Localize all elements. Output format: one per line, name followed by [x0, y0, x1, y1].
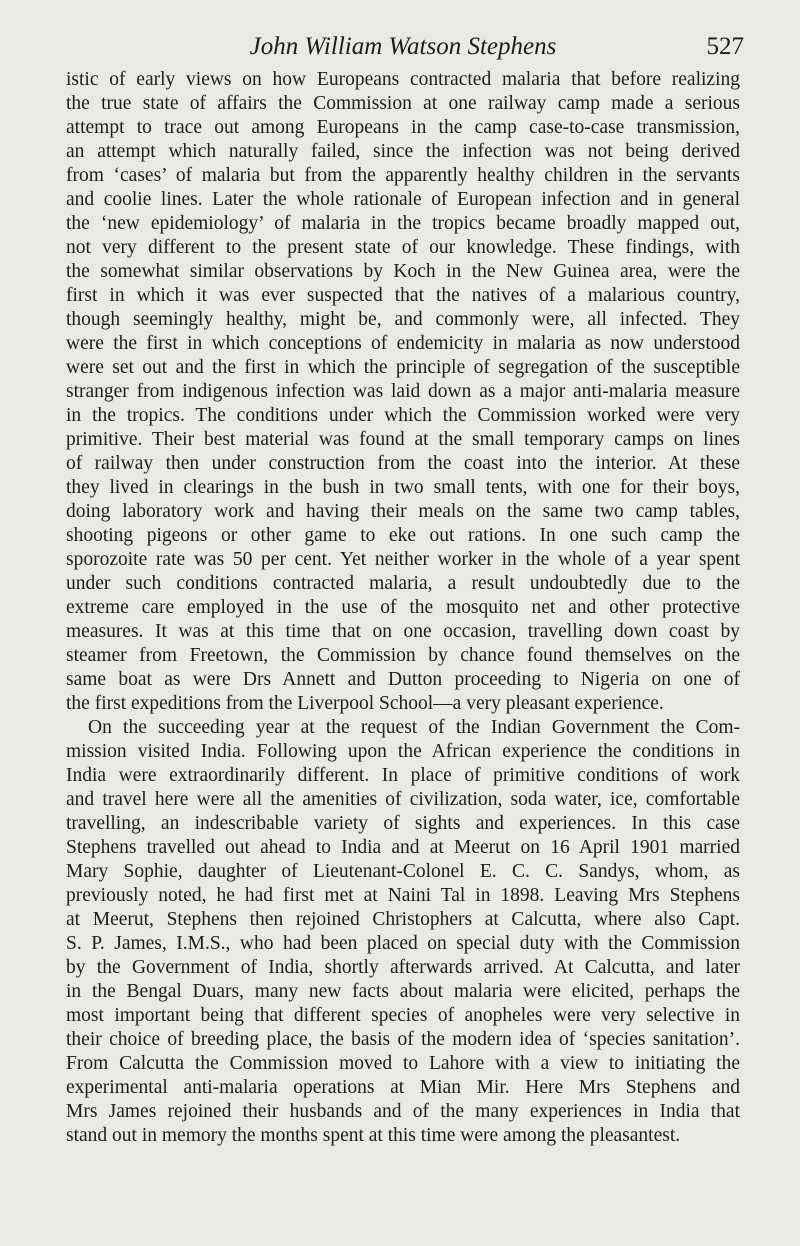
- text-line: sporozoite rate was 50 per cent. Yet neither worker in the whole of a year spent: [66, 549, 740, 570]
- text-line: in the Bengal Duars, many new facts about malaria were elicited, perhaps the: [66, 981, 740, 1002]
- body-text: [66, 68, 740, 1148]
- text-line: shooting pigeons or other game to eke out rations. In one such camp the: [66, 525, 740, 546]
- running-title: John William Watson Stephens: [249, 33, 557, 60]
- text-line: doing laboratory work and having their meals on the same two camp tables,: [66, 501, 740, 522]
- text-line: travelling, an indescribable variety of sights and experiences. In this case: [66, 813, 740, 834]
- text-line: istic of early views on how Europeans contracted malaria that before realizing: [66, 69, 740, 90]
- running-head: [66, 30, 744, 64]
- book-page: [66, 30, 744, 1148]
- text-line: the first expeditions from the Liverpool School—a very pleasant experience.: [66, 693, 664, 714]
- text-line: S. P. James, I.M.S., who had been placed on special duty with the Commission: [66, 933, 740, 954]
- text-line: the true state of affairs the Commission at one railway camp made a serious: [66, 93, 740, 114]
- text-line: From Calcutta the Commission moved to Lahore with a view to initiating the: [66, 1053, 740, 1074]
- page-number: 527: [706, 33, 744, 60]
- text-line: Mrs James rejoined their husbands and of the many experiences in India that: [66, 1101, 740, 1122]
- text-line: primitive. Their best material was found at the small temporary camps on lines: [66, 429, 740, 450]
- text-line: the somewhat similar observations by Koch in the New Guinea area, were the: [66, 261, 740, 282]
- text-line: the ‘new epidemiology’ of malaria in the tropics became broadly mapped out,: [66, 213, 740, 234]
- text-line: experimental anti-malaria operations at Mian Mir. Here Mrs Stephens and: [66, 1077, 740, 1098]
- text-line: were the first in which conceptions of endemicity in malaria as now understood: [66, 333, 740, 354]
- text-line: stand out in memory the months spent at this time were among the pleasantest.: [66, 1125, 681, 1146]
- text-line: under such conditions contracted malaria, a result undoubtedly due to the: [66, 573, 740, 594]
- text-line: though seemingly healthy, might be, and commonly were, all infected. They: [66, 309, 740, 330]
- text-line: attempt to trace out among Europeans in the camp case-to-case transmission,: [66, 117, 740, 138]
- text-line: mission visited India. Following upon the African experience the conditions in: [66, 741, 740, 762]
- text-line: Mary Sophie, daughter of Lieutenant-Colonel E. C. C. Sandys, whom, as: [66, 861, 740, 882]
- text-line: first in which it was ever suspected that the natives of a malarious country,: [66, 285, 740, 306]
- text-line: and coolie lines. Later the whole rationale of European infection and in general: [66, 189, 740, 210]
- text-line: at Meerut, Stephens then rejoined Christophers at Calcutta, where also Capt.: [66, 909, 740, 930]
- text-line: and travel here were all the amenities of civilization, soda water, ice, comfortable: [66, 789, 740, 810]
- text-line: they lived in clearings in the bush in two small tents, with one for their boys,: [66, 477, 740, 498]
- text-line: India were extraordinarily different. In place of primitive conditions of work: [66, 765, 740, 786]
- text-line: most important being that different species of anopheles were very selective in: [66, 1005, 740, 1026]
- text-line: steamer from Freetown, the Commission by chance found themselves on the: [66, 645, 740, 666]
- text-line: On the succeeding year at the request of the Indian Government the Com-: [88, 717, 740, 738]
- text-line: not very different to the present state of our knowledge. These findings, with: [66, 237, 740, 258]
- paragraph: [66, 68, 740, 716]
- text-line: were set out and the first in which the principle of segregation of the susceptible: [66, 357, 740, 378]
- text-line: extreme care employed in the use of the mosquito net and other protective: [66, 597, 740, 618]
- text-line: same boat as were Drs Annett and Dutton proceeding to Nigeria on one of: [66, 669, 740, 690]
- text-line: previously noted, he had first met at Naini Tal in 1898. Leaving Mrs Stephens: [66, 885, 740, 906]
- text-line: an attempt which naturally failed, since the infection was not being derived: [66, 141, 740, 162]
- text-line: stranger from indigenous infection was laid down as a major anti-malaria measure: [66, 381, 740, 402]
- text-line: their choice of breeding place, the basis of the modern idea of ‘species sanitation’.: [66, 1029, 740, 1050]
- text-line: by the Government of India, shortly afterwards arrived. At Calcutta, and later: [66, 957, 740, 978]
- text-line: from ‘cases’ of malaria but from the apparently healthy children in the servants: [66, 165, 740, 186]
- text-line: of railway then under construction from the coast into the interior. At these: [66, 453, 740, 474]
- text-line: in the tropics. The conditions under which the Commission worked were very: [66, 405, 740, 426]
- text-line: measures. It was at this time that on one occasion, travelling down coast by: [66, 621, 740, 642]
- paragraph: [66, 716, 740, 1148]
- text-line: Stephens travelled out ahead to India and at Meerut on 16 April 1901 married: [66, 837, 740, 858]
